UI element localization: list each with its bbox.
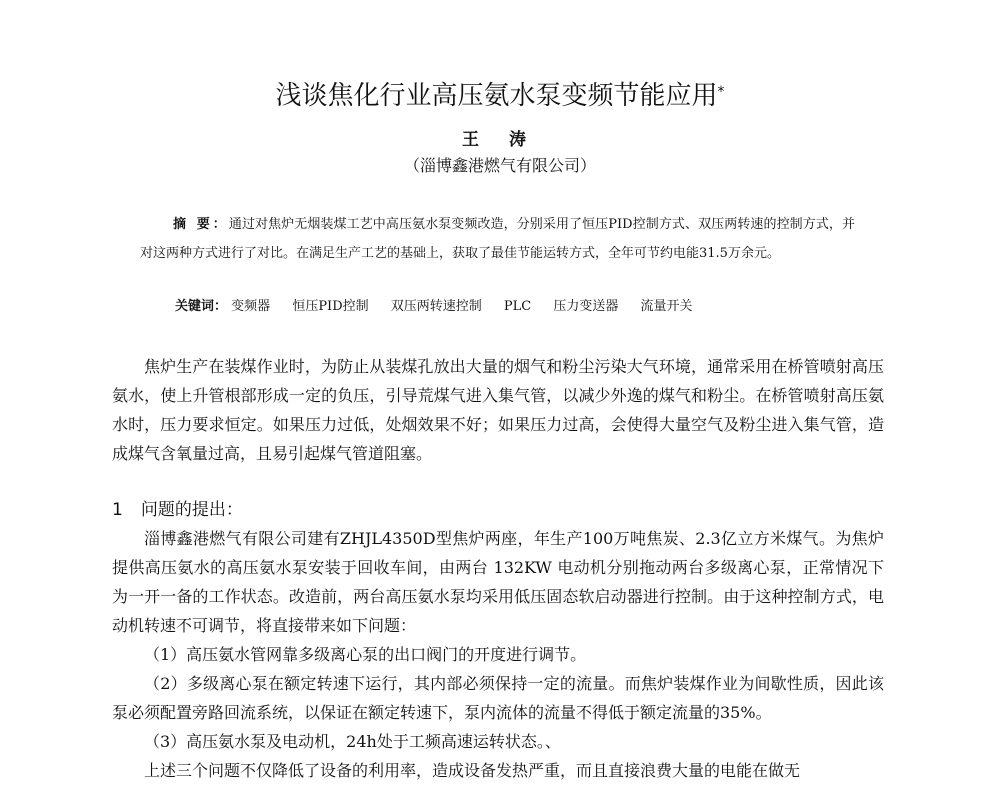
section-1-heading (112, 498, 243, 522)
paper-title (0, 78, 1000, 114)
keyword: 流量开关 (640, 299, 693, 314)
problem-item: （2）多级离心泵在额定转速下运行，其内部必须保持一定的流量。而焦炉装煤作业为间歇性质，因此该泵必须配置旁路回流系统，以保证在额定转速下，泵内流体的流量不得低于额定流量的35%。 (112, 674, 884, 722)
summary-paragraph: 上述三个问题不仅降低了设备的利用率，造成设备发热严重，而且直接浪费大量的电能在做无 (144, 761, 801, 780)
keyword: PLC (503, 299, 532, 314)
keywords-line (175, 292, 711, 321)
keywords-label: 关键词： (175, 299, 228, 314)
intro-paragraph: 焦炉生产在装煤作业时，为防止从装煤孔放出大量的烟气和粉尘污染大气环境，通常采用在桥管喷射高压氨水，使上升管根部形成一定的负压，引导荒煤气进入集气管，以减少外逸的煤气和粉尘。在桥管喷射高压氨水时，压力要求恒定。如果压力过低，处烟效果不好；如果压力过高，会使得大量空气及粉尘进入集气管，造成煤气含氧量过高，且易引起煤气管道阻塞。 (112, 357, 884, 463)
keyword: 恒压PID控制 (292, 299, 369, 314)
intro-section (112, 352, 884, 468)
author-name: 王 涛 (462, 130, 538, 150)
abstract-text: 通过对焦炉无烟装煤工艺中高压氨水泵变频改造，分别采用了恒压PID控制方式、双压两转速的控制方式，并对这两种方式进行了对比。在满足生产工艺的基础上，获取了最佳节能运转方式，全年可节约电能31.5万余元。 (140, 217, 855, 261)
section-number: 1 (112, 500, 123, 520)
title-footnote-mark: * (717, 84, 725, 100)
abstract (140, 210, 855, 268)
keyword: 压力变送器 (553, 299, 619, 314)
section-1-paragraph: 淄博鑫港燃气有限公司建有ZHJL4350D型焦炉两座，年生产100万吨焦炭、2.3亿立方米煤气。为焦炉提供高压氨水的高压氨水泵安装于回收车间，由两台 132KW 电动机分别拖动两台多级离心泵，正常情况下为一开一备的工作状态。改造前，两台高压氨水泵均采用低压固态软启动器进行控制。由于这种控制方式，电动机转速不可调节，将直接带来如下问题： (112, 529, 884, 635)
keyword: 变频器 (231, 299, 271, 314)
keyword: 双压两转速控制 (390, 299, 482, 314)
title-text: 浅谈焦化行业高压氨水泵变频节能应用 (275, 81, 718, 111)
abstract-paragraph (140, 210, 855, 268)
problem-item: （1）高压氨水管网靠多级离心泵的出口阀门的开度进行调节。 (144, 645, 587, 664)
abstract-label: 摘 要： (173, 217, 229, 232)
affiliation: （淄博鑫港燃气有限公司） (403, 156, 596, 175)
section-title: 问题的提出： (140, 500, 243, 520)
problem-item: （3）高压氨水泵及电动机，24h处于工频高速运转状态。、 (144, 732, 561, 751)
section-1-body (112, 524, 884, 785)
